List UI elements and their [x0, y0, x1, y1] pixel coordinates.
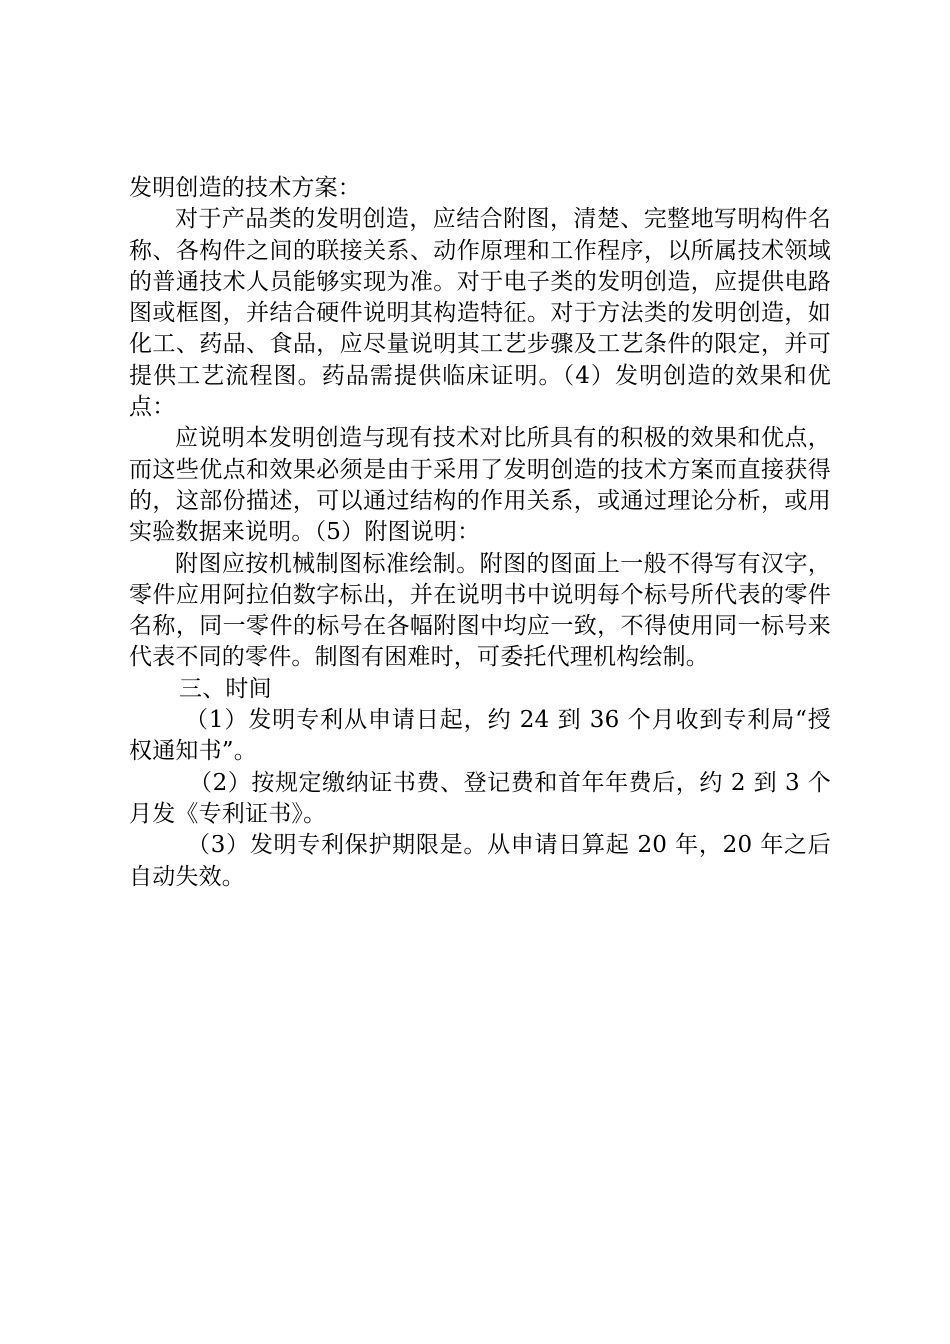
- document-body: [129, 173, 831, 893]
- list-item-time-1: （1）发明专利从申请日起，约 24 到 36 个月收到专利局“授权通知书”。: [129, 707, 831, 765]
- list-item-time-2: （2）按规定缴纳证书费、登记费和首年年费后，约 2 到 3 个月发《专利证书》。: [129, 769, 831, 827]
- section-heading-time: 三、时间: [179, 675, 272, 702]
- list-item-time-3: （3）发明专利保护期限是。从申请日算起 20 年，20 年之后自动失效。: [129, 832, 831, 890]
- paragraph-product-invention: 对于产品类的发明创造，应结合附图，清楚、完整地写明构件名称、各构件之间的联接关系、动作原理和工作程序，以所属技术领域的普通技术人员能够实现为准。对于电子类的发明创造，应提供电路图或框图，并结合硬件说明其构造特征。对于方法类的发明创造，如化工、药品、食品，应尽量说明其工艺步骤及工艺条件的限定，并可提供工艺流程图。药品需提供临床证明。（4）发明创造的效果和优点：: [129, 206, 831, 421]
- paragraph-effects-advantages: 应说明本发明创造与现有技术对比所具有的积极的效果和优点，而这些优点和效果必须是由于采用了发明创造的技术方案而直接获得的，这部份描述，可以通过结构的作用关系，或通过理论分析，或用实验数据来说明。（5）附图说明：: [129, 425, 831, 546]
- paragraph-drawing-description: 附图应按机械制图标准绘制。附图的图面上一般不得写有汉字，零件应用阿拉伯数字标出，并在说明书中说明每个标号所代表的零件名称，同一零件的标号在各幅附图中均应一致，不得使用同一标号来代表不同的零件。制图有困难时，可委托代理机构绘制。: [129, 550, 831, 671]
- paragraph-technical-solution-heading: 发明创造的技术方案：: [129, 175, 361, 201]
